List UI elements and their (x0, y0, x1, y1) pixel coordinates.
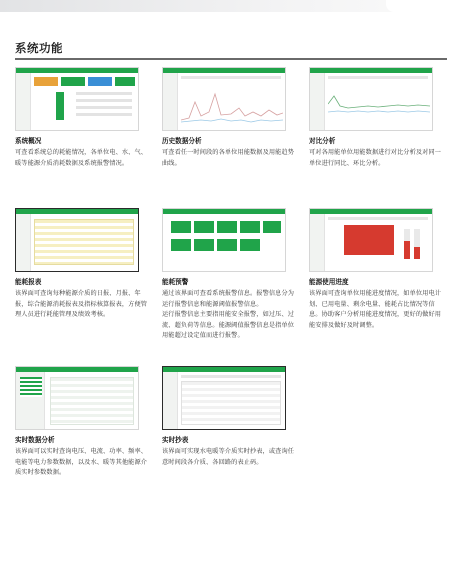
app-sidebar (163, 372, 178, 429)
status-list (76, 99, 132, 102)
card-description (15, 289, 149, 321)
top-notch (386, 0, 461, 12)
alarm-tile (171, 239, 191, 251)
card-desc-text: 可对各用能单位用能数据进行对比分析及对同一单位进行同比、环比分析。 (309, 149, 442, 167)
report-table (34, 219, 134, 265)
orange-tile (34, 77, 58, 86)
app-header-bar (16, 209, 138, 214)
green-tile (115, 77, 135, 86)
app-header-bar (163, 209, 285, 214)
title-rule (15, 58, 447, 60)
comparison-line-chart (328, 82, 430, 128)
page-title: 系统功能 (15, 41, 63, 55)
card-title: 历史数据分析 (162, 137, 202, 145)
screenshot-realtime-analysis (15, 366, 139, 430)
status-list (76, 92, 132, 95)
card-desc-text: 通过该界面可查看系统报警信息。报警信息分为运行报警信息和能源阈值报警信息。 (162, 290, 295, 308)
card-comparison (309, 67, 443, 169)
card-energy-alarm (162, 208, 296, 342)
card-title: 实时数据分析 (15, 436, 55, 444)
alarm-tile (194, 221, 214, 233)
card-desc-text: 该界面可实现水电暖等介质实时抄表，或查询任意时间段各介质、各回路的表止码。 (162, 448, 295, 466)
data-table (50, 377, 134, 425)
meter-table (181, 381, 281, 425)
app-header-bar (163, 68, 285, 73)
card-description (309, 289, 443, 331)
card-description (162, 148, 296, 169)
card-energy-report (15, 208, 149, 321)
alarm-tile (263, 221, 281, 233)
card-realtime-meter-reading (162, 366, 296, 468)
tree-menu (20, 377, 42, 397)
progress-fill (404, 241, 410, 259)
trend-line-chart (181, 82, 283, 128)
card-title: 能耗预警 (162, 278, 189, 286)
card-desc-text: 该界面可查询单位用能进度情况，如单位用电计划、已用电量、剩余电量、能耗占比情况等信息。协助客户分析用能进度情况，更好的做好用能安排及做好及时调整。 (309, 290, 442, 329)
app-header-bar (310, 68, 432, 73)
filter-row (181, 375, 281, 378)
screenshot-energy-alarm (162, 208, 286, 272)
card-desc-text: 可查看系统总的耗能情况，各单位电、水、气、暖等能源介质消耗数据及系统报警情况。 (15, 149, 148, 167)
filter-row (181, 76, 281, 79)
card-energy-progress (309, 208, 443, 331)
card-desc-text: 可查看任一时间段的各单位用能数据及用能趋势曲线。 (162, 149, 295, 167)
usage-bar (56, 92, 64, 120)
screenshot-energy-progress (309, 208, 433, 272)
card-history-analysis (162, 67, 296, 169)
screenshot-comparison (309, 67, 433, 131)
filter-row (328, 217, 428, 220)
card-system-overview (15, 67, 149, 169)
app-sidebar (16, 73, 31, 130)
card-desc-text: 运行报警信息主要指用能安全报警，如过压、过流、超负荷等信息。能源阈值报警信息是指单位用能超过设定值而进行报警。 (162, 311, 295, 340)
green-tile (61, 77, 85, 86)
card-title: 实时抄表 (162, 436, 189, 444)
card-title: 对比分析 (309, 137, 336, 145)
status-list (76, 106, 132, 109)
blue-tile (88, 77, 112, 86)
alarm-tile (240, 239, 260, 251)
alarm-tile (194, 239, 214, 251)
app-sidebar (310, 214, 325, 271)
progress-fill (414, 247, 420, 259)
app-header-bar (310, 209, 432, 214)
screenshot-energy-report (15, 208, 139, 272)
app-sidebar (16, 214, 31, 271)
screenshot-system-overview (15, 67, 139, 131)
alarm-tile (171, 221, 191, 233)
app-sidebar (163, 73, 178, 130)
card-description (309, 148, 443, 169)
card-desc-text: 该界面可以实时查询电压、电流、功率、频率、电能等电力参数数据，以及水、暖等其他能源介质实时参数数据。 (15, 448, 148, 477)
alarm-tile (217, 239, 237, 251)
card-desc-text: 该界面可查询每种能源介质的日报、月报、年报，综合能源消耗报表及指标核算报表，方便管理人员进行耗能管理及绩效考核。 (15, 290, 148, 319)
app-header-bar (163, 367, 285, 372)
alarm-tile (217, 221, 237, 233)
card-title: 能耗报表 (15, 278, 42, 286)
card-title: 系统概况 (15, 137, 42, 145)
screenshot-realtime-meter-reading (162, 366, 286, 430)
screenshot-history-analysis (162, 67, 286, 131)
progress-panel (344, 225, 394, 255)
card-description (15, 447, 149, 479)
alarm-tile (240, 221, 260, 233)
app-sidebar (310, 73, 325, 130)
card-description (162, 447, 296, 468)
card-description (162, 289, 296, 342)
app-header-bar (16, 68, 138, 73)
card-description (15, 148, 149, 169)
card-realtime-analysis (15, 366, 149, 479)
filter-row (328, 76, 428, 79)
status-list (76, 113, 132, 116)
card-title: 能源使用进度 (309, 278, 349, 286)
